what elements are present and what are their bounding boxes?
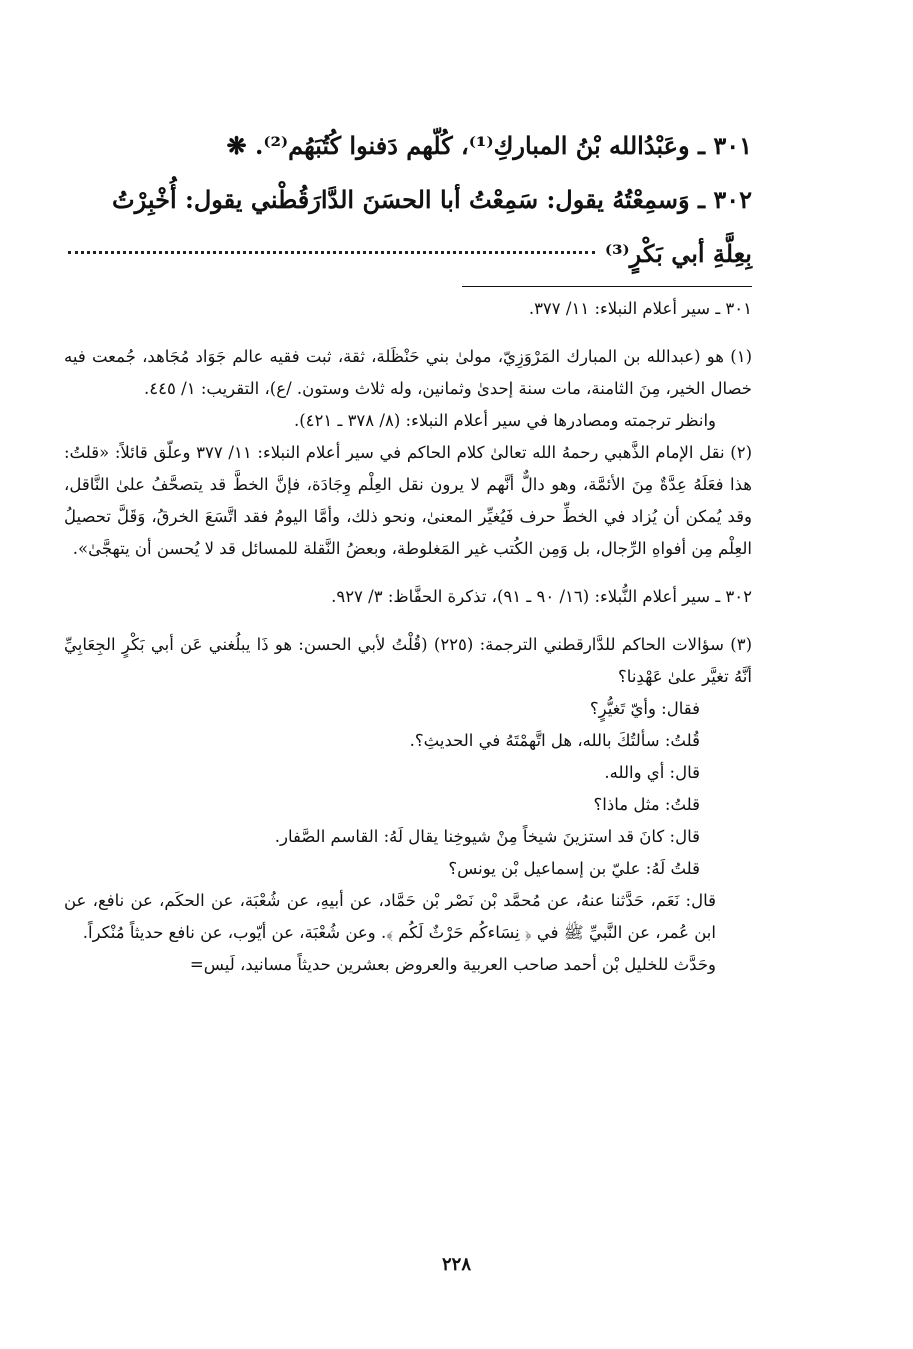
footnote-2: (٢) نقل الإمام الذَّهبي رحمهُ الله تعالىٰ كلام الحاكم في سير أعلام النبلاء: ١١/ ٣٧٧ وعلّق قائلاً: «قلتُ: هذا فعَلَهُ عِدَّةٌ مِنَ الأئمَّة، وهو دالٌّ أنَّهم لا يرون نقل العِلْم وِجَادَة، فإنَّ الخطَّ قد يتصحَّفُ علىٰ النَّاقل، وقد يُمكن أن يُزاد في الخطِّ حرف فَيُغيِّر المعنىٰ، ونحو ذلك، وأمَّا اليومُ فقد اتَّسَعَ الخرقُ، وَقَلَّ تحصيلُ العِلْم مِن أفواهِ الرِّجال، بل وَمِن الكُتب غير المَغلوطة، وبعضُ النَّقلة للمسائل قد لا يُحسن أن يتهجَّىٰ». — [64, 443, 752, 558]
entry-302-continuation — [64, 228, 752, 280]
page-body — [64, 120, 752, 1300]
entry-302 — [64, 174, 752, 226]
footnote-separator — [462, 286, 752, 287]
source-302: ٣٠٢ ـ سير أعلام النُّبلاء: (١٦/ ٩٠ ـ ٩١)، تذكرة الحفَّاظ: ٣/ ٩٢٧. — [331, 587, 752, 606]
dialog-long-line: قال: نَعَم، حَدَّثنا عنهُ، عن مُحمَّد بْن نَصْر بْن حَمَّاد، عن أبيهِ، عن شُعْبَة، عن الحكَم، عن نافع، عن ابن عُمر، عن النَّبيِّ ﷺ في ﴿ نِسَاءكُم حَرْثٌ لَكُم ﴾. وعن شُعْبَة، عن أيّوب، عن نافع حديثاً مُنْكراً. — [64, 891, 716, 942]
entry-302-number: ٣٠٢ ـ — [697, 185, 752, 214]
entry-301-number: ٣٠١ ـ — [697, 131, 752, 160]
dialog-line: قلتُ: مثل ماذا؟ — [593, 795, 700, 814]
entry-302-line1: وَسمِعْتُهُ يقول: سَمِعْتُ أبا الحسَنَ الدَّارَقُطْني يقول: أُخْبِرْتُ — [112, 185, 690, 214]
entry-301-text: وعَبْدُالله بْنُ المباركِ⁽¹⁾، كُلّهم دَفنوا كُتُبَهُم⁽²⁾. ❋ — [226, 131, 690, 160]
page-number: ٢٢٨ — [441, 1254, 471, 1275]
dialog-line: قلتُ لَهُ: عليّ بن إسماعيل بْن يونس؟ — [448, 859, 700, 878]
dotted-leader — [68, 251, 595, 254]
main-text — [64, 120, 752, 280]
footnote-3-dialog — [64, 693, 752, 981]
entry-302-line2: بِعِلَّةِ أبي بَكْرٍ⁽³⁾ — [604, 239, 752, 268]
source-301: ٣٠١ ـ سير أعلام النبلاء: ١١/ ٣٧٧. — [528, 299, 752, 318]
dialog-line: قُلتُ: سألتُكَ بالله، هل اتَّهمْتَهُ في الحديثِ؟. — [409, 731, 700, 750]
dialog-line: قال: كانَ قد استزينَ شيخاً مِنْ شيوخِنا يقال لَهُ: القاسم الصَّفار. — [274, 827, 700, 846]
dialog-last-line: وحَدَّث للخليل بْن أحمد صاحب العربية والعروض بعشرين حديثاً مسانيد، لَيس= — [189, 955, 716, 974]
dialog-line: فقال: وأيّ تَغيُّرٍ؟ — [589, 699, 700, 718]
dialog-line: قال: أي والله. — [604, 763, 700, 782]
footnotes — [64, 293, 752, 981]
footnote-3-intro: (٣) سؤالات الحاكم للدَّارقطني الترجمة: (٢٢٥) (قُلْتُ لأبي الحسن: هو ذَا يبلُغني عَن أبي بَكْرٍ الجِعَابِيِّ أنَّهُ تغيَّر علىٰ عَهْدِنا؟ — [64, 635, 752, 686]
footnote-1-extra: وانظر ترجمته ومصادرها في سير أعلام النبلاء: (٨/ ٣٧٨ ـ ٤٢١). — [293, 411, 716, 430]
footnote-1: (١) هو (عبدالله بن المبارك المَرْوَزِيّ، مولىٰ بني حَنْظَلة، ثقة، ثبت فقيه عالم جَوَاد مُجَاهد، جُمعت فيه خصال الخير، مِنَ الثامنة، مات سنة إحدىٰ وثمانين، وله ثلاث وستون. /ع)، التقريب: ١/ ٤٤٥. — [64, 347, 752, 398]
entry-301 — [64, 120, 752, 172]
